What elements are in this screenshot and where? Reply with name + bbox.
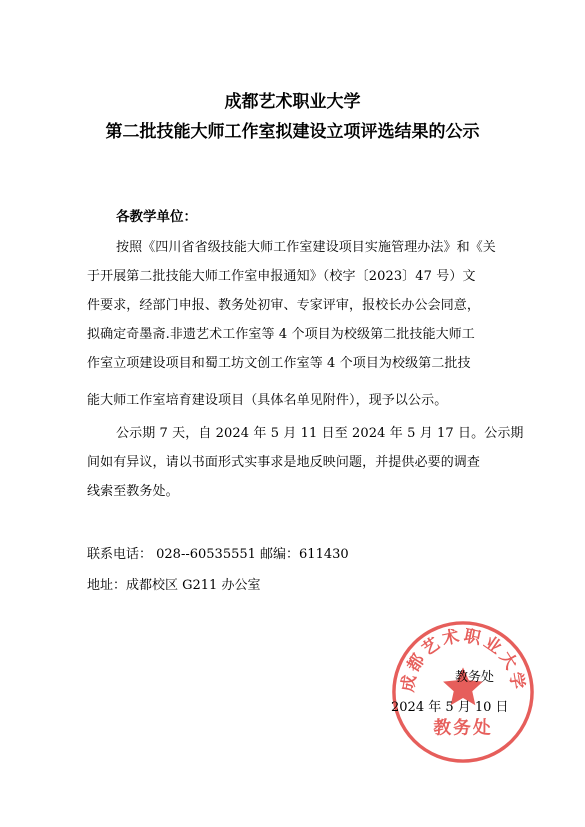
contact-phone: 联系电话： 028--60535551 邮编：611430 <box>87 547 349 562</box>
title-announcement: 第二批技能大师工作室拟建设立项评选结果的公示 <box>105 122 480 142</box>
paragraph-2-line-3: 线索至教务处。 <box>87 484 179 499</box>
paragraph-2-line-2: 间如有异议，请以书面形式实事求是地反映问题，并提供必要的调查 <box>87 455 481 470</box>
signature-date: 2024 年 5 月 10 日 <box>391 700 509 715</box>
paragraph-1-line-2: 于开展第二批技能大师工作室申报通知》（校字〔2023〕47 号）文 <box>87 269 476 284</box>
seal-dept-text: 教务处 <box>433 718 493 739</box>
paragraph-1-line-1: 按照《四川省省级技能大师工作室建设项目实施管理办法》和《关 <box>116 240 496 255</box>
paragraph-1-line-5: 作室立项建设项目和蜀工坊文创工作室等 4 个项目为校级第二批技 <box>87 356 471 371</box>
signature-department: 教务处 <box>455 670 495 685</box>
official-seal-stamp <box>389 618 537 766</box>
title-institution: 成都艺术职业大学 <box>224 92 361 112</box>
paragraph-1-line-3: 件要求，经部门申报、教务处初审、专家评审，报校长办公会同意， <box>87 298 481 313</box>
paragraph-1-line-4: 拟确定奇墨斋.非遗艺术工作室等 4 个项目为校级第二批技能大师工 <box>87 327 475 342</box>
seal-arc-text: 成都艺术职业大学 <box>396 625 530 694</box>
paragraph-2-line-1: 公示期 7 天，自 2024 年 5 月 11 日至 2024 年 5 月 17 日。公示期 <box>116 426 524 441</box>
salutation: 各教学单位： <box>116 209 197 225</box>
contact-address: 地址：成都校区 G211 办公室 <box>87 578 261 593</box>
paragraph-1-line-6: 能大师工作室培育建设项目（具体名单见附件），现予以公示。 <box>87 393 448 408</box>
